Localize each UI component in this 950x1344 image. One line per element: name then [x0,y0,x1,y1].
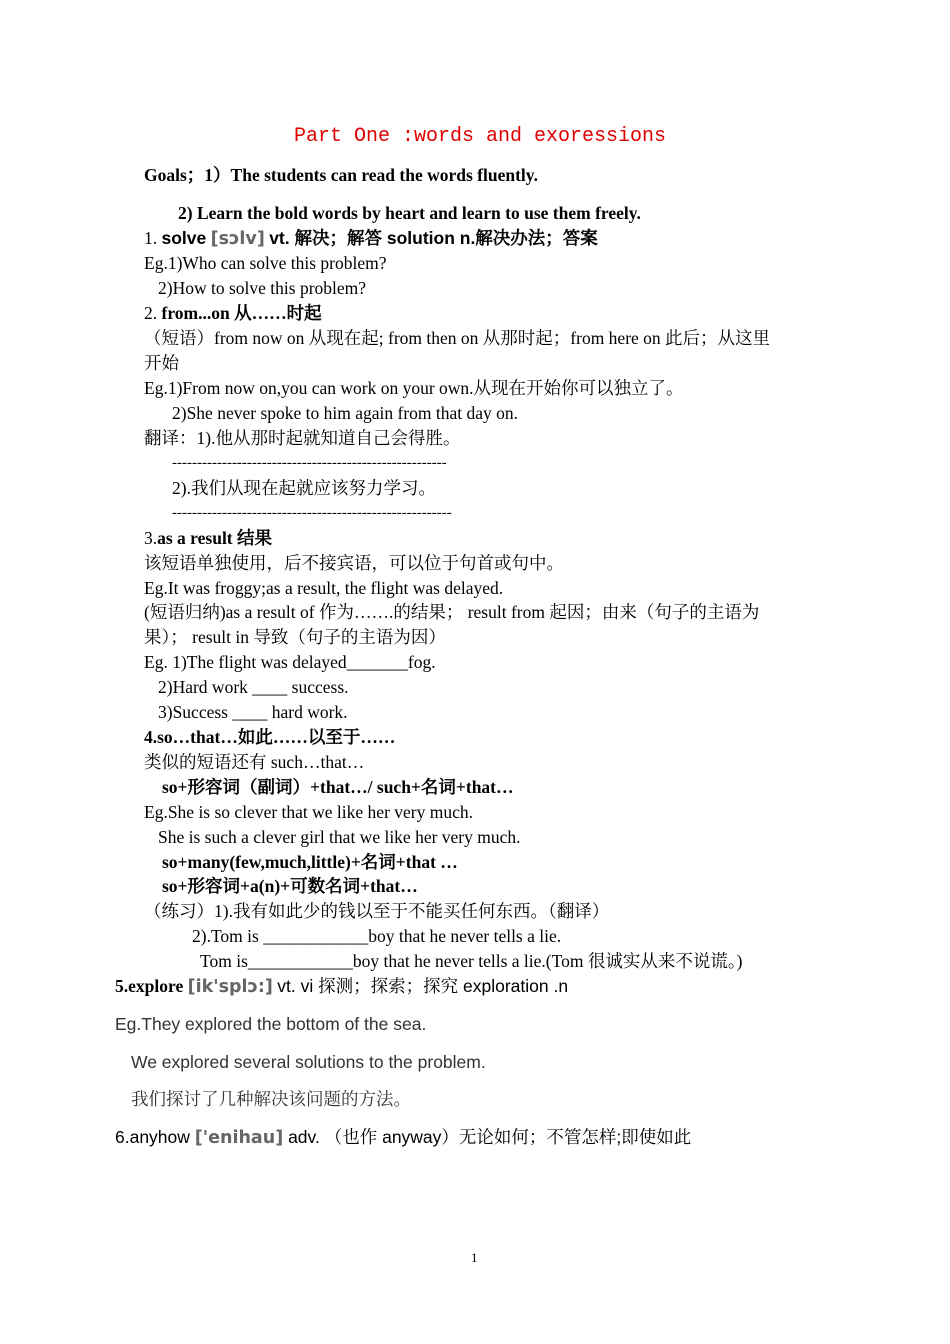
item-1-definition: vt. 解决；解答 solution n.解决办法；答案 [269,228,598,248]
item-3-summary-line-2: 果）； result in 导致（句子的主语为因） [144,627,446,647]
item-6-ipa: ['enihau] [194,1128,284,1148]
item-4-pattern-2: so+many(few,much,little)+名词+that … [162,852,458,872]
page-title: Part One :words and exoressions [293,125,667,148]
item-3-number: 3. [144,528,158,548]
item-2-number: 2. [144,303,158,323]
item-4-similar: 类似的短语还有 such…that… [144,752,365,772]
goals-line-2: 2) Learn the bold words by heart and learn to use them freely. [178,203,641,223]
item-3-summary-line-1: (短语归纳)as a result of 作为…….的结果； result from 起因；由来（句子的主语为 [144,602,760,622]
item-3-example: Eg.It was froggy;as a result, the flight was delayed. [144,578,504,598]
item-4-pattern-3: so+形容词+a(n)+可数名词+that… [162,876,418,896]
item-1-example-1: Eg.1)Who can solve this problem? [144,253,387,273]
item-5-example-3: 我们探讨了几种解决该问题的方法。 [131,1089,411,1109]
item-2-heading [144,301,322,325]
item-3-note: 该短语单独使用，后不接宾语，可以位于句首或句中。 [144,553,564,573]
item-2-phrase: from...on 从……时起 [161,303,322,323]
item-2-answer-line-1: ------------------------------------------------------- [172,455,447,471]
page-number: 1 [471,1250,478,1265]
item-2-example-2: 2)She never spoke to him again from that day on. [172,403,519,423]
item-6-heading [115,1125,691,1150]
item-1-ipa: [sɔlv] [210,229,265,249]
item-2-phrases-line-1: （短语）from now on 从现在起; from then on 从那时起；from here on 此后；从这里 [144,328,771,348]
item-5-ipa: [ik'splɔ:] [187,977,273,997]
item-4-practice-3: Tom is____________boy that he never tells a lie.(Tom 很诚实从来不说谎。) [200,951,743,971]
item-1-word: solve [161,228,207,248]
item-3-exercise-3: 3)Success ____ hard work. [158,702,348,722]
item-2-example-1: Eg.1)From now on,you can work on your own.从现在开始你可以独立了。 [144,378,684,398]
item-5-definition: vt. vi 探测；探索；探究 exploration .n [277,976,569,996]
item-2-translation-1: 翻译：1).他从那时起就知道自己会得胜。 [144,428,461,448]
item-5-example-2: We explored several solutions to the problem. [131,1052,486,1072]
item-2-answer-line-2: -------------------------------------------------------- [172,505,452,521]
item-3-exercise-2: 2)Hard work ____ success. [158,677,349,697]
item-4-example-2: She is such a clever girl that we like her very much. [158,827,521,847]
item-4-practice-2: 2).Tom is ____________boy that he never tells a lie. [192,926,562,946]
item-1-example-2: 2)How to solve this problem? [158,278,367,298]
item-3-exercise-1: Eg. 1)The flight was delayed_______fog. [144,652,436,672]
item-6-definition: adv. （也作 anyway）无论如何；不管怎样;即使如此 [288,1127,692,1147]
item-6-word: 6.anyhow [115,1127,190,1147]
item-5-example-1: Eg.They explored the bottom of the sea. [115,1014,427,1034]
item-5-word: 5.explore [115,976,184,996]
item-2-translation-2: 2).我们从现在起就应该努力学习。 [172,478,436,498]
item-4-heading: 4.so…that…如此……以至于…… [144,727,396,747]
item-2-phrases-line-2: 开始 [144,353,179,373]
item-1-number: 1. [144,228,158,248]
item-3-heading [144,526,272,550]
item-5-heading [115,974,568,999]
goals-line-1: Goals；1）The students can read the words fluently. [144,165,538,185]
item-3-phrase: as a result 结果 [157,528,273,548]
item-1-heading [144,226,598,251]
item-4-practice-1: （练习）1).我有如此少的钱以至于不能买任何东西。（翻译） [144,901,610,921]
item-4-pattern-1: so+形容词（副词）+that…/ such+名词+that… [162,777,514,797]
item-4-example-1: Eg.She is so clever that we like her very much. [144,802,473,822]
